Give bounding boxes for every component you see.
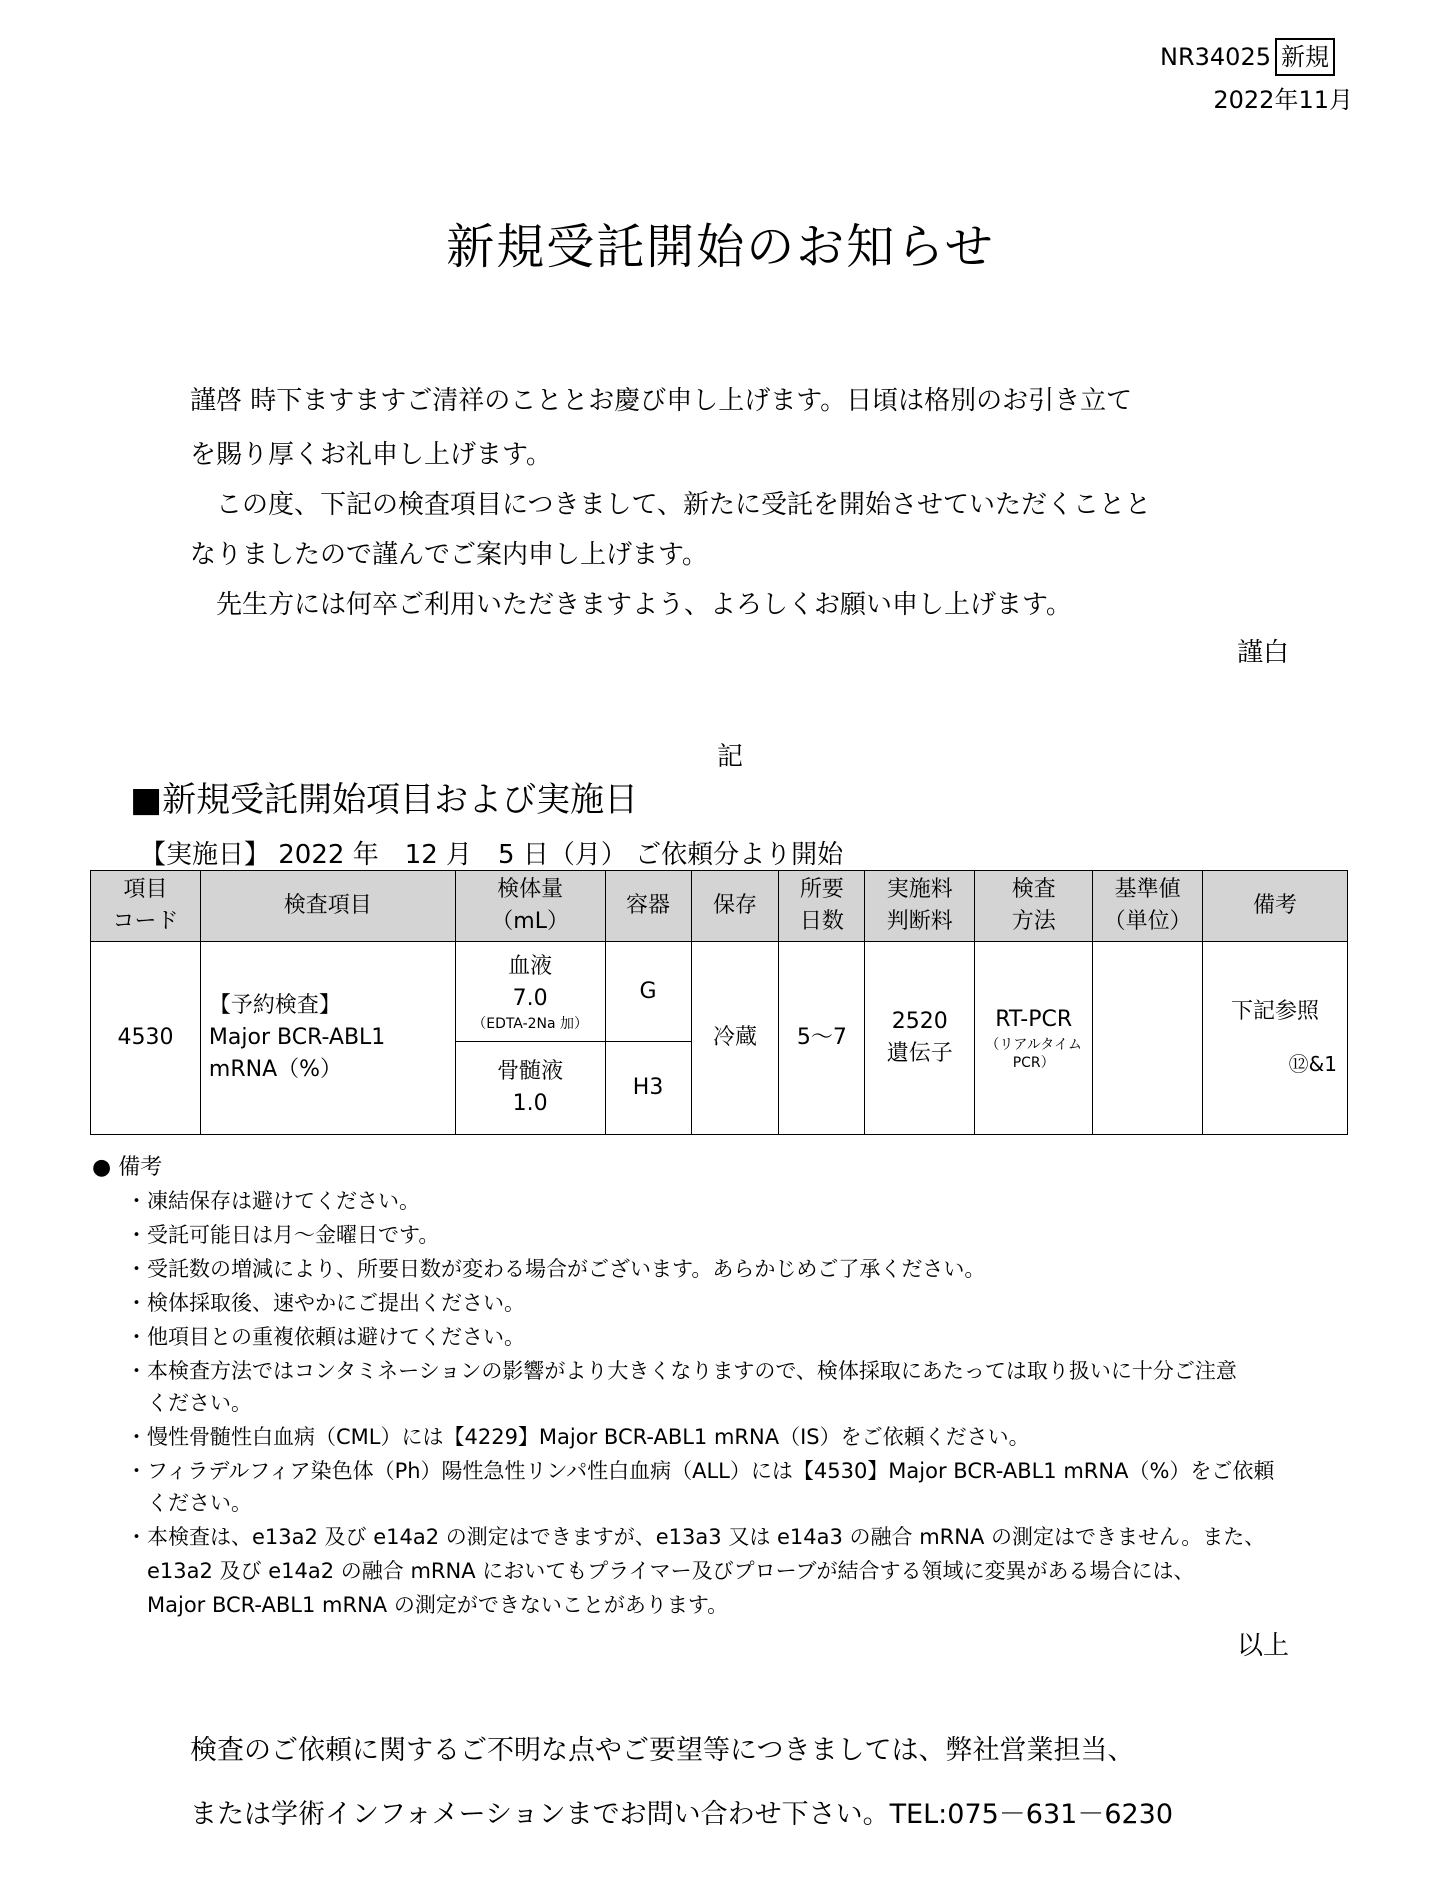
document-date: 2022年11月 [1213, 86, 1353, 114]
cell-remarks: 下記参照 ⑫&1 [1203, 942, 1348, 1135]
cell-specimen-marrow: 骨髄液 1.0 [455, 1042, 605, 1135]
body-line: 先生方には何卒ご利用いただきますよう、よろしくお願い申し上げます。 [190, 590, 1072, 620]
note-line: ・慢性骨髄性白血病（CML）には【4229】Major BCR-ABL1 mRNA（IS）をご依頼ください。 [126, 1425, 1030, 1449]
note-line: ください。 [126, 1491, 252, 1515]
note-line: Major BCR-ABL1 mRNA の測定ができないことがあります。 [126, 1593, 729, 1617]
note-line: ・本検査は、e13a2 及び e14a2 の測定はできますが、e13a3 又は e14a3 の融合 mRNA の測定はできません。また、 [126, 1525, 1266, 1549]
body-line: なりましたので謹んでご案内申し上げます。 [190, 540, 708, 570]
note-line: e13a2 及び e14a2 の融合 mRNA においてもプライマー及びプローブが結合する領域に変異がある場合には、 [126, 1559, 1195, 1583]
cell-container-h3: H3 [605, 1042, 691, 1135]
header-method: 検査 方法 [975, 871, 1093, 942]
note-line: ・他項目との重複依頼は避けてください。 [126, 1325, 525, 1349]
header-container: 容器 [605, 871, 691, 942]
contact-line: または学術インフォメーションまでお問い合わせ下さい。TEL:075－631－6230 [190, 1799, 1174, 1830]
table-row [91, 942, 1348, 1042]
note-line: ・受託数の増減により、所要日数が変わる場合がございます。あらかじめご了承ください。 [126, 1257, 986, 1281]
header-code: 項目 コード [91, 871, 201, 942]
note-line: ・本検査方法ではコンタミネーションの影響がより大きくなりますので、検体採取にあたっては取り扱いに十分ご注意 [126, 1359, 1237, 1383]
header-item: 検査項目 [200, 871, 455, 942]
table-header-row [91, 871, 1348, 942]
end-mark: 以上 [1236, 1631, 1289, 1661]
contact-line: 検査のご依頼に関するご不明な点やご要望等につきましては、弊社営業担当、 [190, 1735, 1135, 1766]
page-title: 新規受託開始のお知らせ [446, 219, 995, 275]
ki-mark: 記 [716, 742, 743, 772]
note-line: ・凍結保存は避けてください。 [126, 1189, 420, 1213]
body-line: この度、下記の検査項目につきまして、新たに受託を開始させていただくことと [190, 490, 1151, 520]
header-fee: 実施料 判断料 [865, 871, 975, 942]
header-days: 所要 日数 [779, 871, 865, 942]
cell-code: 4530 [91, 942, 201, 1135]
body-line: を賜り厚くお礼申し上げます。 [190, 440, 552, 470]
notes-heading: ● 備考 [92, 1155, 163, 1180]
closing-word: 謹白 [1236, 638, 1289, 668]
cell-reference [1093, 942, 1203, 1135]
document-number [1160, 38, 1335, 76]
cell-specimen-blood: 血液 7.0 （EDTA-2Na 加） [455, 942, 605, 1042]
doc-number-text: NR34025 [1160, 43, 1271, 71]
header-reference: 基準値 （単位） [1093, 871, 1203, 942]
note-line: ・受託可能日は月～金曜日です。 [126, 1223, 440, 1247]
header-specimen: 検体量 （mL） [455, 871, 605, 942]
cell-fee: 2520 遺伝子 [865, 942, 975, 1135]
cell-container-g: G [605, 942, 691, 1042]
new-badge: 新規 [1275, 38, 1335, 76]
note-line: ・検体採取後、速やかにご提出ください。 [126, 1291, 525, 1315]
section-title: ■新規受託開始項目および実施日 [130, 780, 639, 820]
note-line: ・フィラデルフィア染色体（Ph）陽性急性リンパ性白血病（ALL）には【4530】Major BCR-ABL1 mRNA（%）をご依頼 [126, 1459, 1275, 1483]
cell-storage: 冷蔵 [691, 942, 779, 1135]
header-storage: 保存 [691, 871, 779, 942]
body-line: 謹啓 時下ますますご清祥のこととお慶び申し上げます。日頃は格別のお引き立て [190, 386, 1133, 416]
note-line: ください。 [126, 1391, 252, 1415]
cell-method: RT-PCR （リアルタイム PCR） [975, 942, 1093, 1135]
implementation-date: 【実施日】 2022 年 12 月 5 日（月） ご依頼分より開始 [140, 840, 844, 870]
cell-item: 【予約検査】 Major BCR-ABL1 mRNA（%） [200, 942, 455, 1135]
cell-days: 5～7 [779, 942, 865, 1135]
header-remarks: 備考 [1203, 871, 1348, 942]
test-item-table [90, 870, 1348, 1135]
